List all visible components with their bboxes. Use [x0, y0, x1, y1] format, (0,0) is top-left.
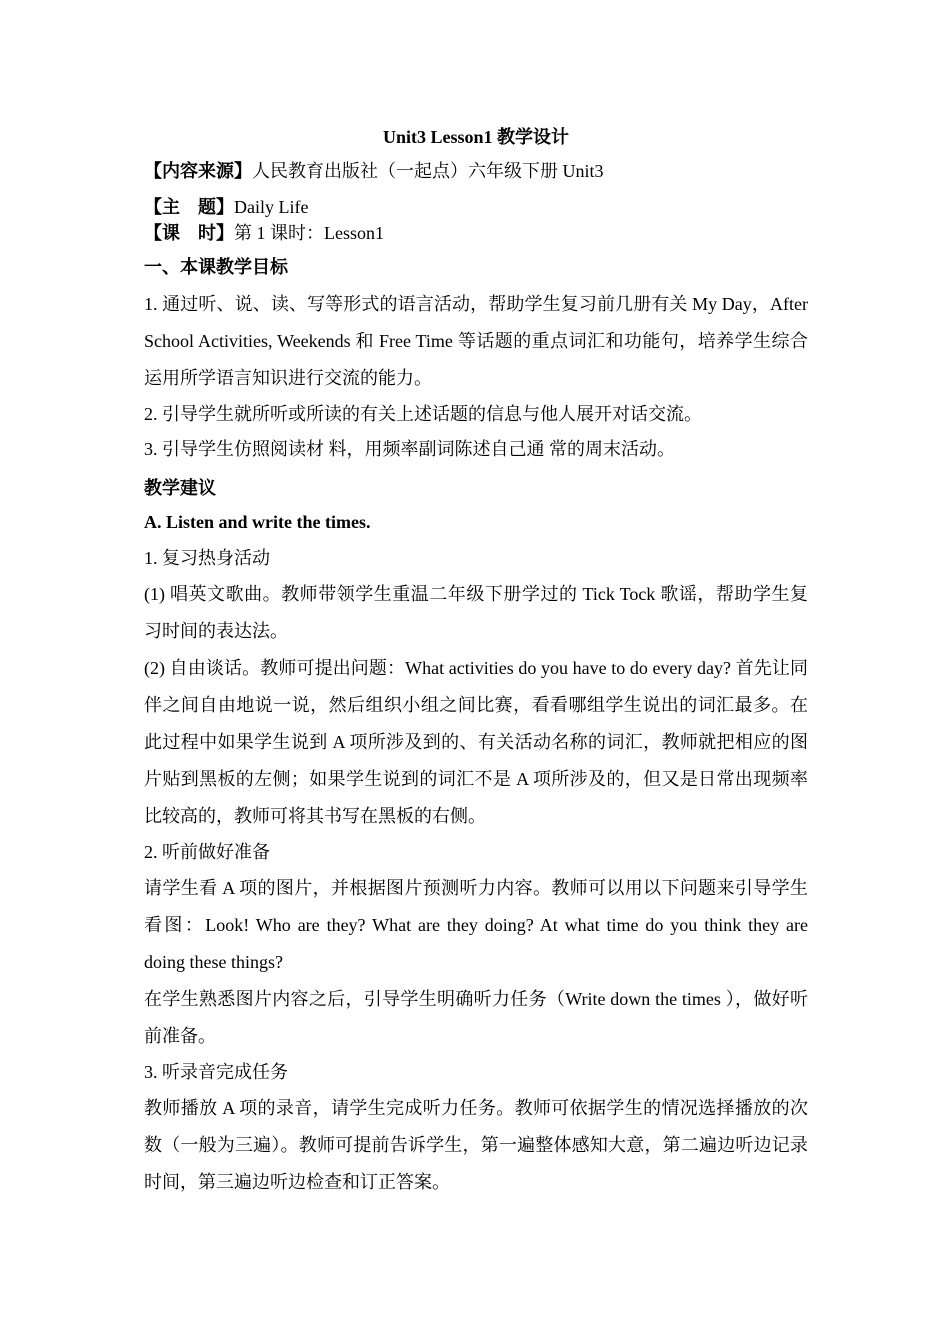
- source-value: 人民教育出版社（一起点）六年级下册 Unit3: [252, 161, 604, 181]
- period-label: 【课 时】: [144, 223, 234, 243]
- goal-item: 3. 引导学生仿照阅读材 料，用频率副词陈述自己通 常的周末活动。: [144, 439, 675, 459]
- step-heading: 2. 听前做好准备: [144, 842, 270, 862]
- topic-label: 【主 题】: [144, 197, 234, 217]
- document-body: [144, 124, 808, 1201]
- source-line: [144, 158, 808, 184]
- step-paragraph: (1) 唱英文歌曲。教师带领学生重温二年级下册学过的 Tick Tock 歌谣，帮助学生复习时间的表达法。: [144, 584, 808, 641]
- goal-item: 1. 通过听、说、读、写等形式的语言活动，帮助学生复习前几册有关 My Day，After School Activities, Weekends 和 Free Time 等话题的重点词汇和功能句，培养学生综合运用所学语言知识进行交流的能力。: [144, 294, 808, 388]
- goal-item: 2. 引导学生就所听或所读的有关上述话题的信息与他人展开对话交流。: [144, 404, 702, 424]
- step-paragraph: 请学生看 A 项的图片，并根据图片预测听力内容。教师可以用以下问题来引导学生看图：Look! Who are they? What are they doing? At what time do you think they are doing these things?: [144, 878, 808, 972]
- source-label: 【内容来源】: [144, 161, 252, 181]
- period-value: 第 1 课时：Lesson1: [234, 223, 384, 243]
- step-heading: 1. 复习热身活动: [144, 548, 270, 568]
- step-paragraph: 教师播放 A 项的录音，请学生完成听力任务。教师可依据学生的情况选择播放的次数（一般为三遍）。教师可提前告诉学生，第一遍整体感知大意，第二遍边听边记录时间，第三遍边听边检查和订正答案。: [144, 1098, 808, 1192]
- step-paragraph: (2) 自由谈话。教师可提出问题：What activities do you have to do every day? 首先让同伴之间自由地说一说，然后组织小组之间比赛，看看哪组学生说出的词汇最多。在此过程中如果学生说到 A 项所涉及到的、有关活动名称的词汇，教师就把相应的图片贴到黑板的左侧；如果学生说到的词汇不是 A 项所涉及的，但又是日常出现频率比较高的，教师可将其书写在黑板的右侧。: [144, 658, 808, 826]
- topic-line: [144, 194, 808, 220]
- step-heading: 3. 听录音完成任务: [144, 1062, 288, 1082]
- step-paragraph: 在学生熟悉图片内容之后，引导学生明确听力任务（Write down the times ），做好听前准备。: [144, 989, 808, 1046]
- period-line: [144, 220, 808, 246]
- document-title: Unit3 Lesson1 教学设计: [382, 127, 570, 147]
- part-a-heading: A. Listen and write the times.: [144, 512, 371, 532]
- section-heading-goals: 一、本课教学目标: [144, 257, 288, 277]
- section-heading-suggestions: 教学建议: [144, 478, 216, 498]
- topic-value: Daily Life: [234, 197, 309, 217]
